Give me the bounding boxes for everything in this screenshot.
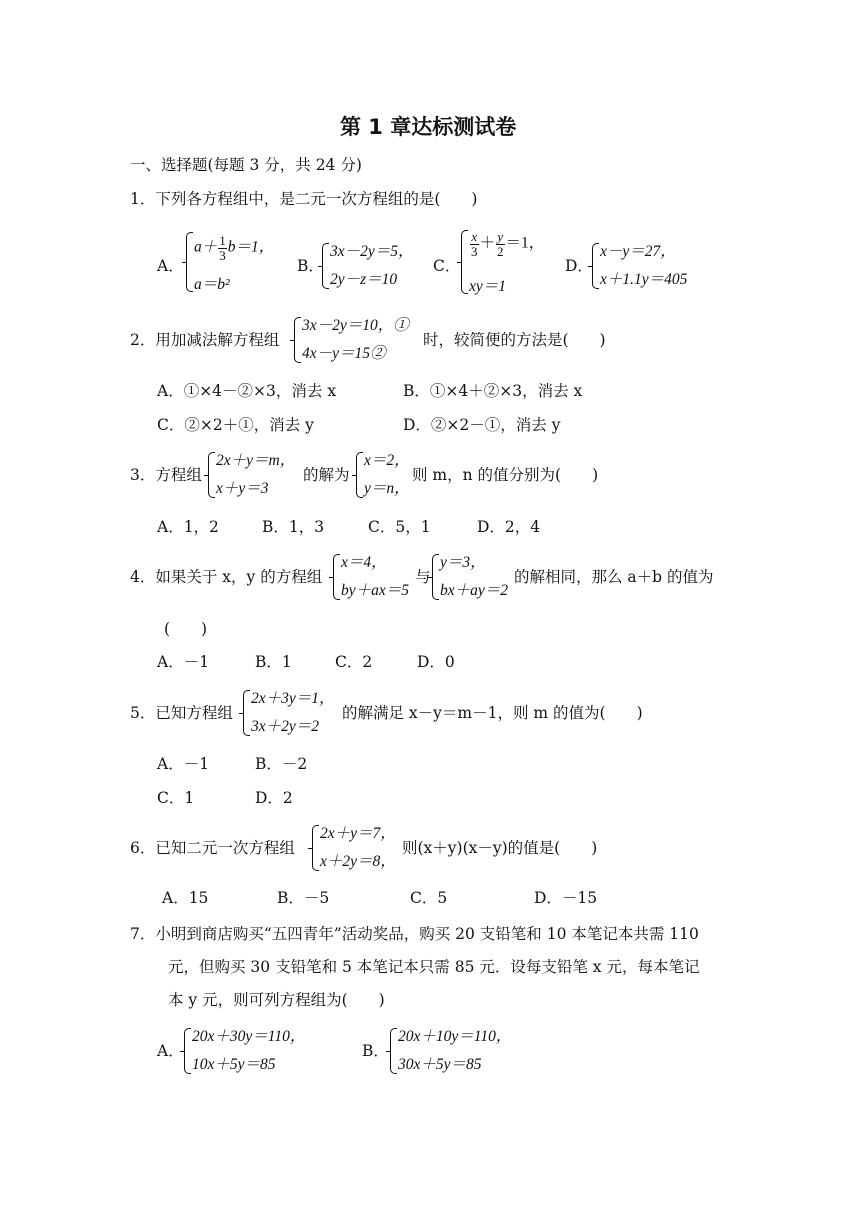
q4-option-a: A．－1 [157,653,210,671]
equation-row: x＋1.1y＝405 [600,271,688,288]
q5-option-a: A．－1 [157,755,210,773]
equation-row: 20x＋30y＝110， [192,1028,306,1045]
q2-option-b: B．①×4＋②×3，消去 x [403,382,583,400]
q5-option-b: B．－2 [255,755,308,773]
fraction: $\frac{x}{3}$ [471,229,478,259]
q6-option-b: B．－5 [277,889,330,907]
equation-row: x＋y＝3 [216,480,269,497]
brace-icon [184,1028,191,1074]
brace-icon [390,1028,397,1074]
brace-icon [592,243,599,289]
question-4-mid: 与 [415,568,431,586]
q1-option-b-system [322,243,432,289]
brace-icon [294,317,301,363]
brace-icon [186,232,193,292]
q4-system-1 [333,554,423,600]
brace-icon [356,452,363,498]
q2-option-d: D．②×2－①，消去 y [403,416,561,434]
q7-option-b-label: B． [362,1042,389,1060]
section-heading: 一、选择题(每题 3 分，共 24 分) [130,156,362,174]
question-5-post: 的解满足 x－y＝m－1，则 m 的值为( ) [342,704,643,722]
q1-option-a-label: A． [157,257,184,275]
fraction: $\frac{1}{3}$ [219,233,226,263]
q2-option-a: A．①×4－②×3，消去 x [157,382,337,400]
q1-option-b-label: B． [297,257,324,275]
equation-row: a＋ $\frac{1}{3}$ b＝1， [194,233,275,263]
equation-row: 20x＋10y＝110， [398,1028,512,1045]
question-2-post: 时，较简便的方法是( ) [423,331,606,349]
equation-row: 3x－2y＝10，① [302,317,409,334]
q3-option-c: C．5，1 [368,518,431,536]
q2-option-c: C．②×2＋①，消去 y [157,416,314,434]
q4-option-b: B．1 [255,653,292,671]
q7-option-b-system [390,1028,520,1074]
q1-option-a-system [186,232,296,292]
q1-option-c-label: C． [433,257,461,275]
page-title: 第 1 章达标测试卷 [340,115,517,139]
q1-option-d-system [592,243,712,289]
question-5-pre: 5．已知方程组 [130,704,233,722]
equation-row: by＋ax＝5 [341,582,410,599]
question-3-post: 则 m，n 的值分别为( ) [412,466,599,484]
question-2-pre: 2．用加减法解方程组 [130,331,280,349]
equation-row: x＝4， [341,554,387,571]
q3-option-a: A．1，2 [157,518,219,536]
equation-row: 2x＋3y＝1， [251,690,335,707]
q4-system-2 [432,554,522,600]
q6-option-a: A．15 [162,889,209,907]
q4-answer-paren: ( ) [164,620,208,638]
question-6-post: 则(x＋y)(x－y)的值是( ) [402,839,598,857]
equation-row: 4x－y＝15② [302,345,386,362]
equation-row: 3x＋2y＝2 [251,718,320,735]
q1-option-c-system [461,230,551,294]
brace-icon [432,554,439,600]
equation-row: y＝3， [440,554,486,571]
equation-row: 10x＋5y＝85 [192,1056,276,1073]
equation-row: x＝2， [364,452,410,469]
q3-system [208,452,308,498]
fraction: $\frac{y}{2}$ [497,229,504,259]
q7-option-a-system [184,1028,314,1074]
brace-icon [208,452,215,498]
q4-option-c: C．2 [335,653,373,671]
equation-row: x－y＝27， [600,243,676,260]
q3-option-d: D．2，4 [477,518,541,536]
equation-row: xy＝1 [469,278,507,295]
equation-row: bx＋ay＝2 [440,582,509,599]
brace-icon [312,825,319,871]
q3-option-b: B．1，3 [262,518,325,536]
q6-option-c: C．5 [410,889,448,907]
q5-option-c: C．1 [157,789,195,807]
question-3-pre: 3．方程组 [130,466,202,484]
q6-option-d: D．－15 [534,889,598,907]
equation-row: 30x＋5y＝85 [398,1056,482,1073]
question-4-pre: 4．如果关于 x，y 的方程组 [130,568,323,586]
equation-row: y＝n， [364,480,410,497]
equation-row: a＝b² [194,276,230,293]
q5-system [243,690,343,736]
q1-option-d-label: D． [565,257,593,275]
equation-row: 2x＋y＝7， [320,825,396,842]
question-4-post: 的解相同，那么 a＋b 的值为 [514,568,714,586]
q4-option-d: D．0 [417,653,455,671]
equation-row: x＋2y＝8， [320,853,396,870]
equation-row: 2x＋y＝m， [216,452,296,469]
equation-row: 2y－z＝10 [330,271,398,288]
q6-system [312,825,402,871]
q7-option-a-label: A． [157,1042,184,1060]
q5-option-d: D．2 [255,789,293,807]
question-6-pre: 6．已知二元一次方程组 [130,839,295,857]
brace-icon [333,554,340,600]
q2-system [294,317,424,363]
brace-icon [461,230,468,294]
question-7-line-3: 本 y 元，则可列方程组为( ) [168,991,385,1009]
question-7-line-1: 7．小明到商店购买“五四青年”活动奖品，购买 20 支铅笔和 10 本笔记本共需 110 [130,925,699,943]
equation-row: $\frac{x}{3}$ ＋ $\frac{y}{2}$ ＝1， [471,229,545,259]
equation-row: 3x－2y＝5， [330,243,414,260]
question-7-line-2: 元，但购买 30 支铅笔和 5 本笔记本只需 85 元．设每支铅笔 x 元，每本笔记 [168,958,700,976]
question-1-stem: 1．下列各方程组中，是二元一次方程组的是( ) [130,190,478,208]
brace-icon [243,690,250,736]
question-3-mid: 的解为 [303,466,350,484]
brace-icon [322,243,329,289]
q3-solution-system [356,452,416,498]
